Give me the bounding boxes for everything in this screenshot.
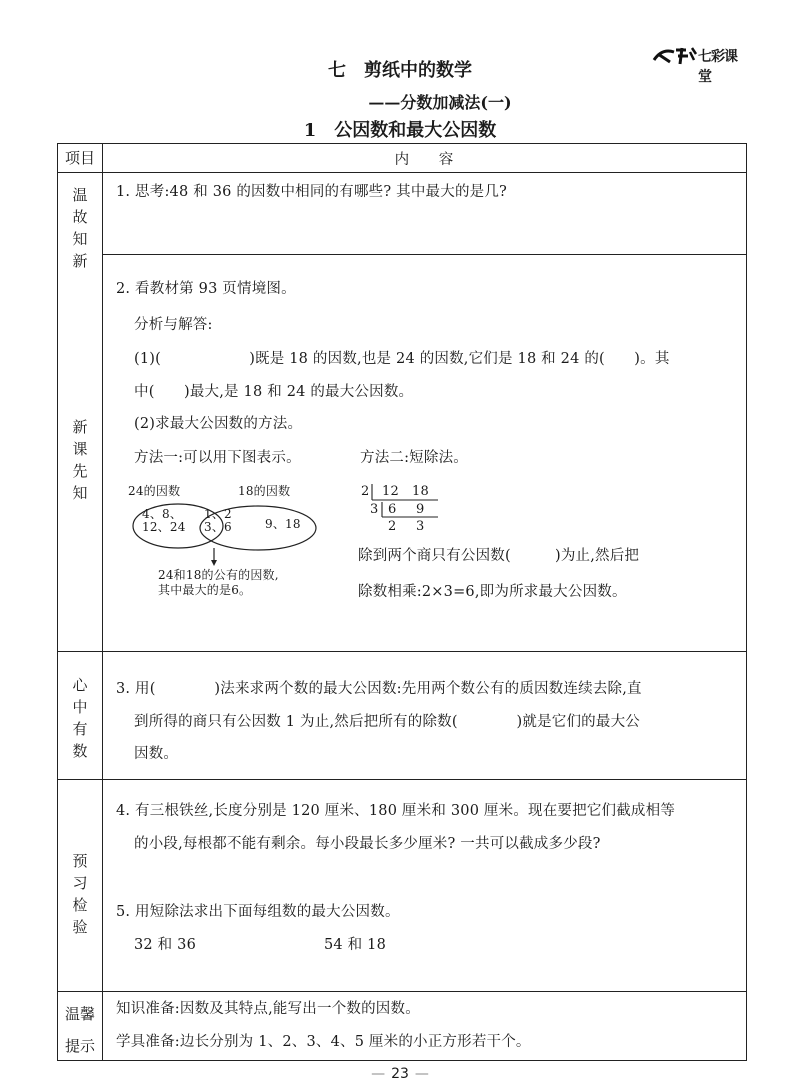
question-3-line3: 因数。 xyxy=(134,746,179,762)
venn-left-label: 24的因数 xyxy=(128,484,181,498)
question-2-analysis: 分析与解答: xyxy=(134,317,213,333)
chapter-subtitle: ——分数加减法(一) xyxy=(368,93,512,112)
row-divider xyxy=(58,172,746,173)
venn-left-only: 4、8、 12、24 xyxy=(142,507,186,534)
method-two-line2: 除数相乘:2×3=6,即为所求最大公因数。 xyxy=(358,584,627,600)
quotient-mid-2: 9 xyxy=(416,502,425,517)
venn-right-only: 9、18 xyxy=(265,517,301,531)
label-tips: 温馨提示 xyxy=(65,1005,96,1055)
method-one-label: 方法一:可以用下图表示。 xyxy=(134,450,301,466)
quotient-mid-1: 6 xyxy=(388,502,397,517)
method-two-line1: 除到两个商只有公因数( )为止,然后把 xyxy=(358,548,640,564)
venn-note: 24和18的公有的因数, 其中最大的是6。 xyxy=(158,568,279,597)
row-divider xyxy=(58,991,746,992)
header-content: 内 容 xyxy=(394,152,454,168)
brand-logo-text: 七彩课堂 xyxy=(698,49,737,85)
question-3-line1: 3. 用( )法来求两个数的最大公因数:先用两个数公有的质因数连续去除,直 xyxy=(116,681,642,697)
question-5-a: 32 和 36 xyxy=(134,937,197,953)
row-divider xyxy=(58,779,746,780)
question-4-line2: 的小段,每根都不能有剩余。每小段最长多少厘米? 一共可以截成多少段? xyxy=(134,836,601,852)
question-2-title: 2. 看教材第 93 页情境图。 xyxy=(116,281,296,297)
label-mind: 心中有数 xyxy=(72,676,88,760)
short-division xyxy=(358,482,478,542)
question-5-title: 5. 用短除法求出下面每组数的最大公因数。 xyxy=(116,904,400,920)
column-divider xyxy=(102,144,103,1060)
chapter-title: 七 剪纸中的数学 xyxy=(328,60,472,81)
page-number: — 23 — xyxy=(0,1066,800,1082)
label-review: 温故知新 xyxy=(72,186,88,270)
tip-tools: 学具准备:边长分别为 1、2、3、4、5 厘米的小正方形若干个。 xyxy=(116,1034,531,1050)
question-1: 1. 思考:48 和 36 的因数中相同的有哪些? 其中最大的是几? xyxy=(116,184,508,200)
dividend-2: 18 xyxy=(412,484,429,499)
header-item: 项目 xyxy=(64,149,95,167)
method-two-label: 方法二:短除法。 xyxy=(360,450,468,466)
row-divider xyxy=(58,651,746,652)
venn-common: 1、2 3、6 xyxy=(204,507,232,534)
label-preview: 预习检验 xyxy=(72,852,88,936)
worksheet-table xyxy=(57,143,747,1061)
question-4-line1: 4. 有三根铁丝,长度分别是 120 厘米、180 厘米和 300 厘米。现在要把它们截成相等 xyxy=(116,803,676,819)
quotient-final-1: 2 xyxy=(388,519,397,534)
question-2-part1-line1: (1)( )既是 18 的因数,也是 24 的因数,它们是 18 和 24 的( )。其 xyxy=(134,351,670,367)
question-5-b: 54 和 18 xyxy=(324,937,387,953)
tip-knowledge: 知识准备:因数及其特点,能写出一个数的因数。 xyxy=(116,1001,420,1017)
quotient-final-2: 3 xyxy=(416,519,425,534)
venn-right-label: 18的因数 xyxy=(238,484,291,498)
divisor-1: 2 xyxy=(361,484,370,499)
row-divider xyxy=(102,254,746,255)
dividend-1: 12 xyxy=(382,484,399,499)
question-2-part1-line2: 中( )最大,是 18 和 24 的最大公因数。 xyxy=(134,384,414,400)
divisor-2: 3 xyxy=(370,502,379,517)
section-title: 1 公因数和最大公因数 xyxy=(303,120,497,141)
venn-diagram xyxy=(128,482,328,597)
question-2-part2: (2)求最大公因数的方法。 xyxy=(134,416,303,432)
question-3-line2: 到所得的商只有公因数 1 为止,然后把所有的除数( )就是它们的最大公 xyxy=(134,714,640,730)
label-new-lesson: 新课先知 xyxy=(72,418,88,502)
